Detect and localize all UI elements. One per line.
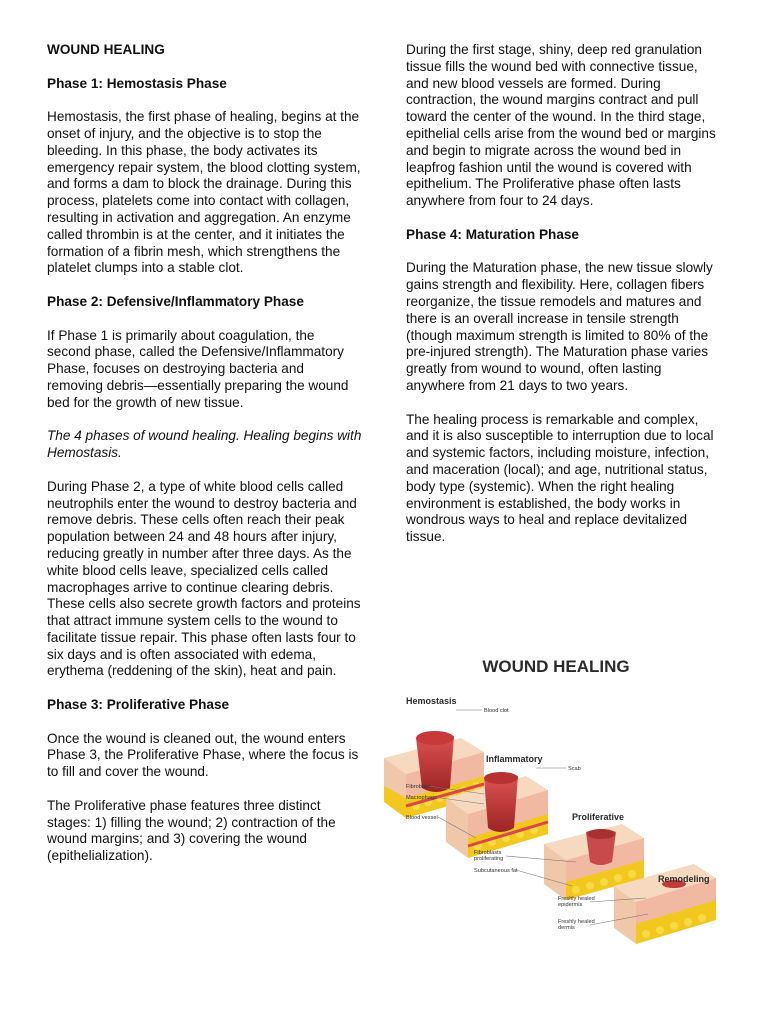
phase2-heading: Phase 2: Defensive/Inflammatory Phase xyxy=(47,293,304,309)
phase1-heading: Phase 1: Hemostasis Phase xyxy=(47,75,227,91)
figure-caption: The 4 phases of wound healing. Healing begins with Hemostasis. xyxy=(47,428,362,461)
label-fibroblasts-proliferating-1: Fibroblasts xyxy=(474,850,502,856)
label-subcutaneous-fat: Subcutaneous fat xyxy=(474,868,518,874)
phase3-heading: Phase 3: Proliferative Phase xyxy=(47,697,230,713)
label-freshly-healed-dermis-2: dermis xyxy=(558,925,575,931)
phase2-paragraph-2: During Phase 2, a type of white blood cells called neutrophils enter the wound to destroy bacteria and remove debris. These cells often reach their peak population between 24 and 48 hours after injury, reducing greatly in number after three days. As the white blood cells leave, specialized cells called macrophages arrive to continue clearing debris. These cells also secrete growth factors and proteins that attract immune system cells to the wound to facilitate tissue repair. This phase often lasts four to six days and is often associated with edema, erythema (reddening of the skin), heat and pain. xyxy=(47,478,361,679)
stage-label-remodeling: Remodeling xyxy=(658,874,710,884)
closing-paragraph: The healing process is remarkable and complex, and it is also susceptible to interruption due to local and systemic factors, including moisture, infection, and maceration (local); and age, nutritional status, body type (systemic). When the right healing environment is established, the body works in wondrous ways to heal and replace devitalized tissue. xyxy=(406,411,714,545)
phase3-paragraph-2: The Proliferative phase features three distinct stages: 1) filling the wound; 2) contraction of the wound margins; and 3) covering the wound (epithelialization). xyxy=(47,797,336,864)
phase4-heading: Phase 4: Maturation Phase xyxy=(406,226,579,242)
label-freshly-healed-epidermis-2: epidermis xyxy=(558,902,583,908)
stage-label-proliferative: Proliferative xyxy=(572,812,625,822)
label-blood-vessel: Blood vessel xyxy=(406,815,438,821)
phase2-paragraph: If Phase 1 is primarily about coagulation, the second phase, called the Defensive/Inflammatory Phase, focuses on destroying bacteria and removing debris—essentially preparing the wound bed for the growth of new tissue. xyxy=(47,327,349,410)
right-column xyxy=(406,42,724,563)
phase3-paragraph-3: During the first stage, shiny, deep red granulation tissue fills the wound bed with connective tissue, and new blood vessels are formed. During contraction, the wound margins contract and pull toward the center of the wound. In the third stage, epithelial cells arise from the wound bed or margins and begin to migrate across the wound bed in leapfrog fashion until the wound is covered with epithelium. The Proliferative phase often lasts anywhere from four to 24 days. xyxy=(406,42,716,209)
figure-title: WOUND HEALING xyxy=(482,657,630,676)
label-fibroblast: Fibroblast xyxy=(406,784,431,790)
wound-healing-illustration xyxy=(376,648,736,968)
label-macrophage: Macrophage xyxy=(406,795,438,801)
label-scab: Scab xyxy=(568,766,581,772)
label-freshly-healed-epidermis-1: Freshly healed xyxy=(558,896,595,902)
label-freshly-healed-dermis-1: Freshly healed xyxy=(558,919,595,925)
phase3-paragraph: Once the wound is cleaned out, the wound enters Phase 3, the Proliferative Phase, where the focus is to fill and cover the wound. xyxy=(47,730,359,780)
stage-label-inflammatory: Inflammatory xyxy=(486,754,543,764)
left-column xyxy=(47,42,362,882)
phase4-paragraph: During the Maturation phase, the new tissue slowly gains strength and flexibility. Here, collagen fibers reorganize, the tissue remodels and matures and there is an overall increase in tensile strength (though maximum strength is limited to 80% of the pre-injured strength). The Maturation phase varies greatly from wound to wound, often lasting anywhere from 21 days to two years. xyxy=(406,260,713,393)
document-title: WOUND HEALING xyxy=(47,42,165,57)
label-fibroblasts-proliferating-2: proliferating xyxy=(474,856,504,862)
label-blood-clot: Blood clot xyxy=(484,708,509,714)
stage-label-hemostasis: Hemostasis xyxy=(406,696,457,706)
phase1-paragraph: Hemostasis, the first phase of healing, begins at the onset of injury, and the objective is to stop the bleeding. In this phase, the body activates its emergency repair system, the blood clotting system, and forms a dam to block the drainage. During this process, platelets come into contact with collagen, resulting in activation and aggregation. An enzyme called thrombin is at the center, and it initiates the formation of a fibrin mesh, which strengthens the platelet clumps into a stable clot. xyxy=(47,109,361,276)
wound-healing-figure xyxy=(376,648,736,968)
